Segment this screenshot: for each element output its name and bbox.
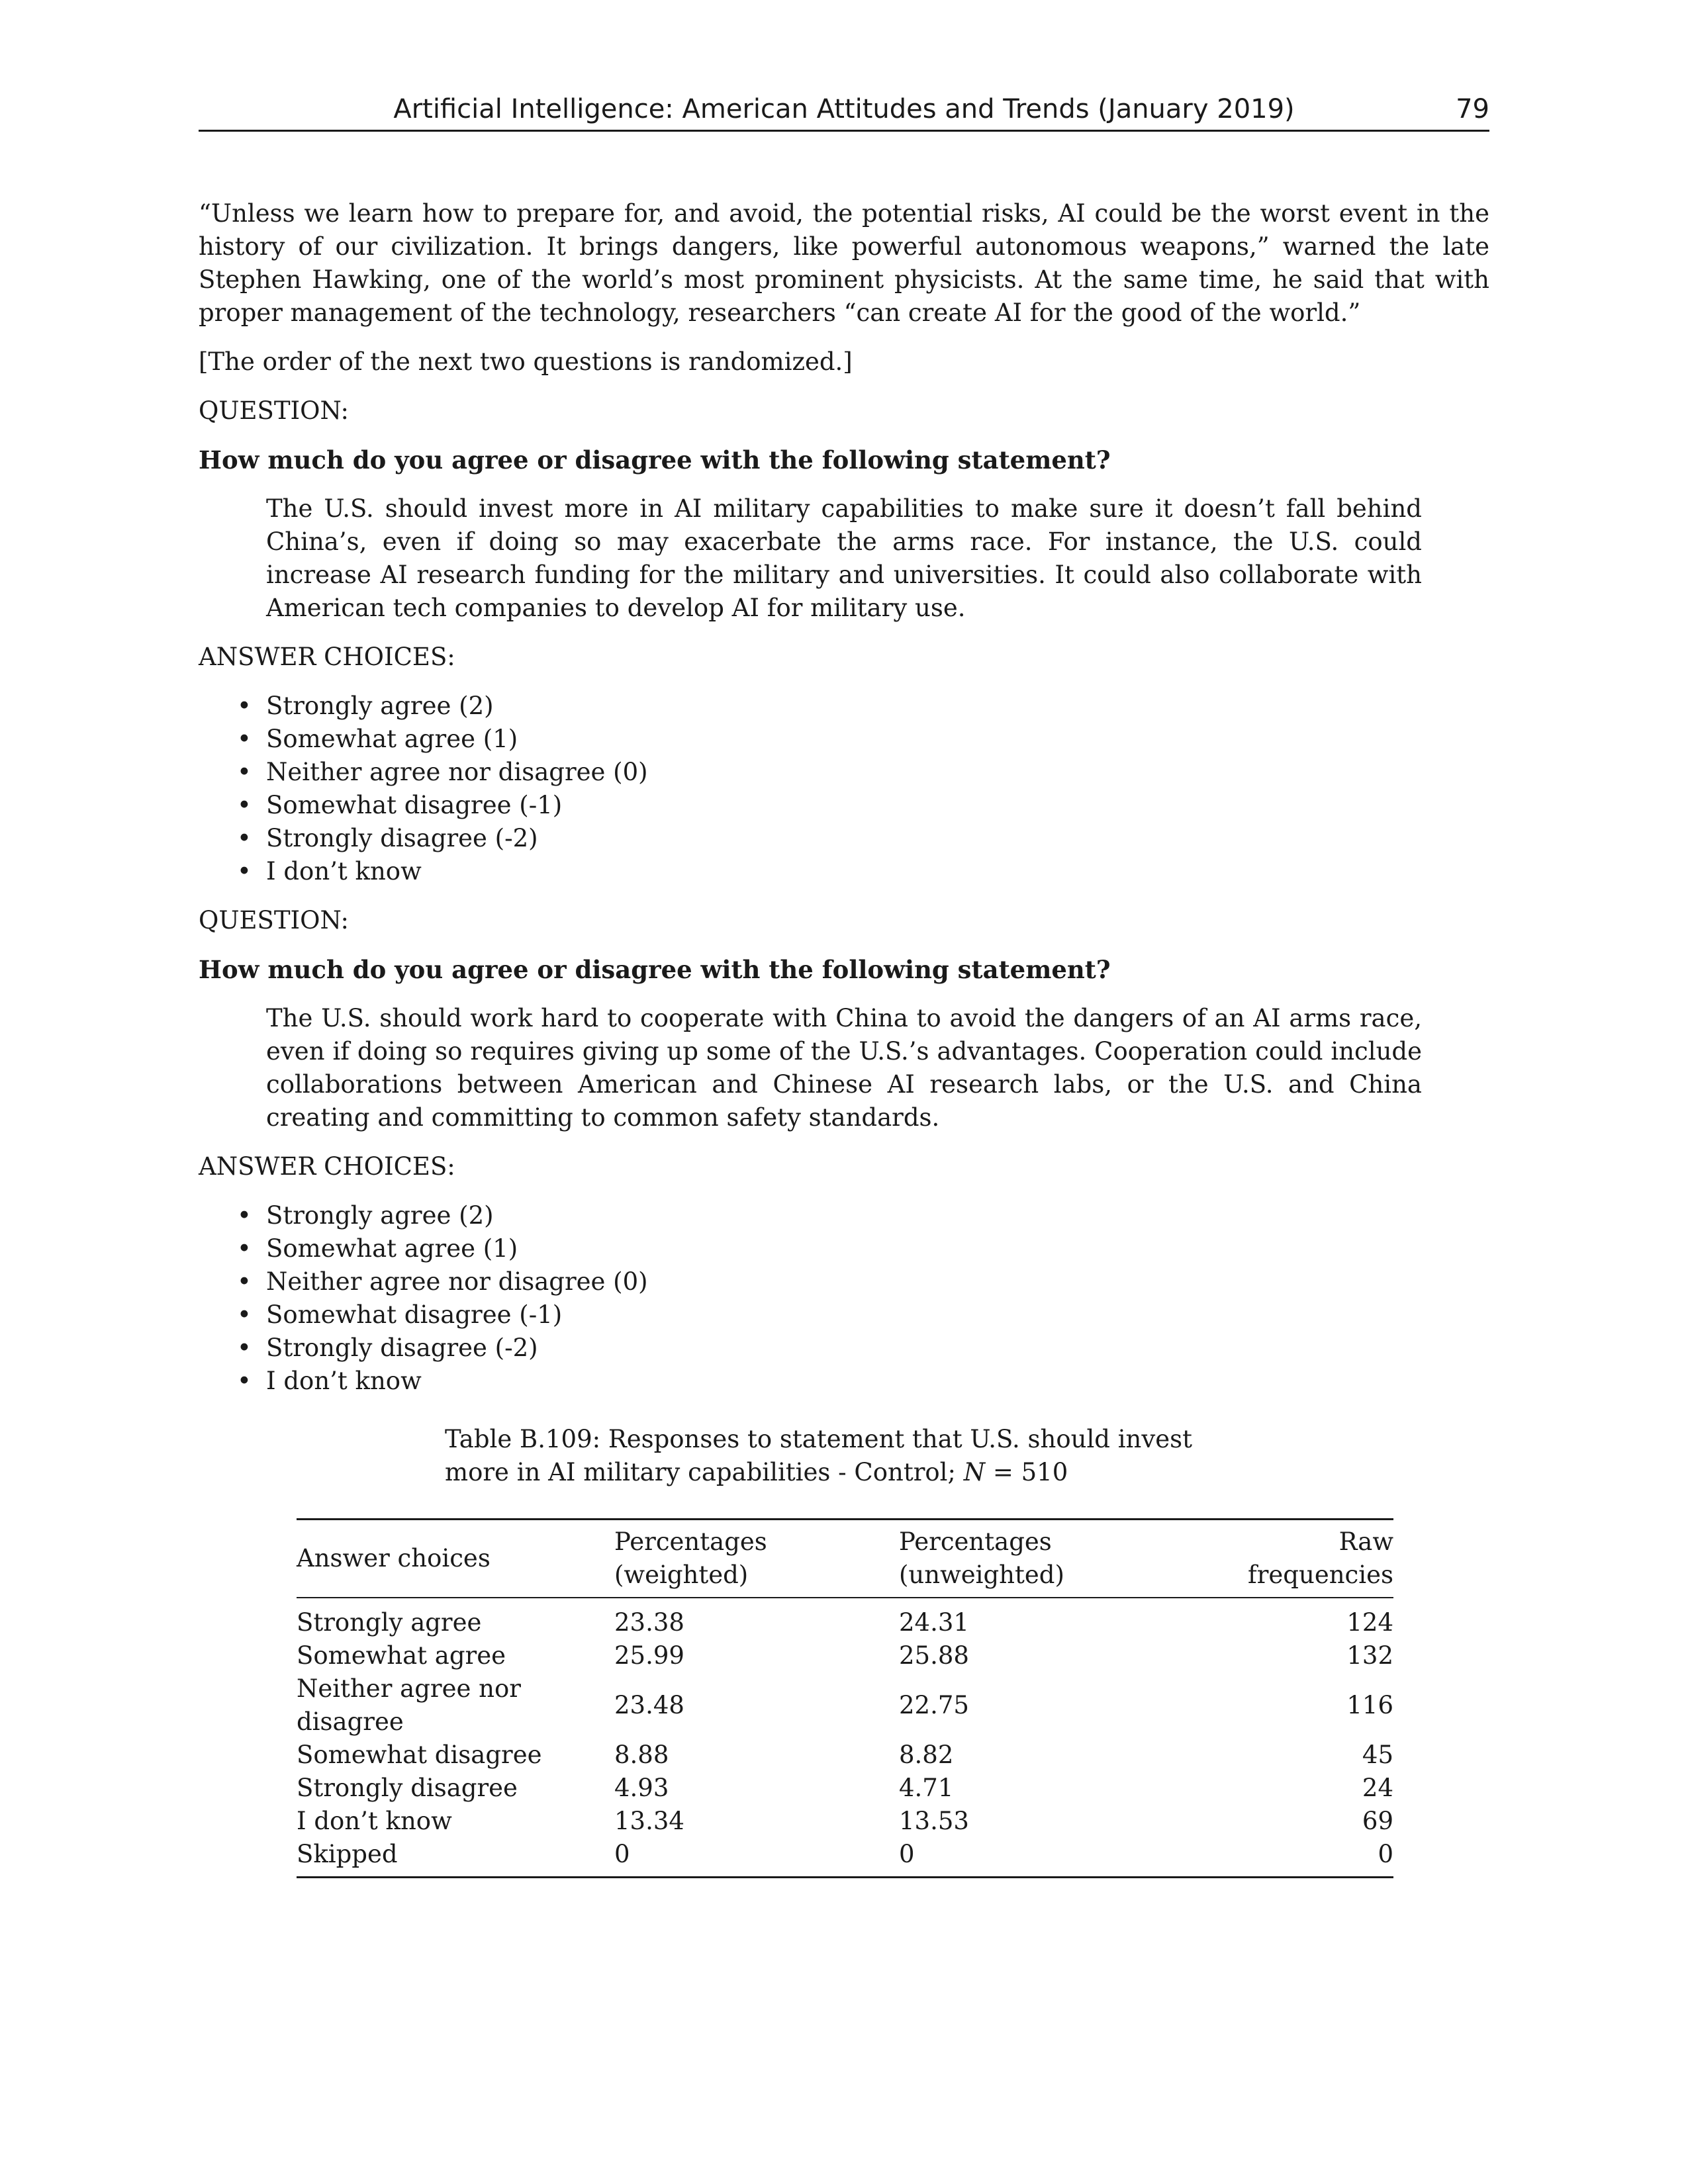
column-header: Percentages (unweighted) [899,1520,1210,1598]
results-table [297,1518,1393,1878]
column-header: Raw frequencies [1210,1520,1393,1598]
table-cell: Strongly agree [297,1608,482,1637]
table-row [297,1639,1393,1672]
table-cell: 8.88 [614,1741,669,1769]
table-cell: 13.53 [899,1807,969,1835]
header-title: Artificial Intelligence: American Attitudes and Trends (January 2019) [393,94,1295,124]
table-cell: 4.93 [614,1774,669,1802]
table-cell: Somewhat disagree [297,1741,542,1769]
question-statement: The U.S. should work hard to cooperate with China to avoid the dangers of an AI arms race, even if doing so requires giving up some of the U.S.’s advantages. Cooperation could include collaborations between American and Chinese AI research labs, or the U.S. and China creating and committing to common safety standards. [266,1004,1422,1132]
list-item [199,690,1489,723]
table-cell: 24.31 [899,1608,969,1637]
bullet-icon: • [237,1234,252,1263]
table-row [297,1672,1393,1739]
table-cell: Neither agree nor disagree [297,1674,521,1736]
choice-label: Somewhat disagree (-1) [266,1300,563,1329]
list-item [199,789,1489,822]
list-item [199,855,1489,888]
column-header: Answer choices [297,1520,614,1598]
table-cell: I don’t know [297,1807,452,1835]
choice-label: I don’t know [266,1367,422,1395]
list-item [199,822,1489,855]
question-label: QUESTION: [199,396,350,425]
table-cell: Somewhat agree [297,1641,506,1670]
table-row [297,1838,1393,1878]
bullet-icon: • [237,725,252,753]
table-cell: 25.99 [614,1641,684,1670]
table-cell: 24 [1362,1774,1393,1802]
table-caption-text: Table B.109: Responses to statement that U.S. should invest more in AI military capabilities - Control; [445,1425,1193,1486]
results-table-block [297,1423,1393,1878]
table-row [297,1772,1393,1805]
table-caption-n-value: = 510 [992,1458,1068,1486]
page-number: 79 [1456,94,1489,124]
running-header [199,93,1489,132]
table-cell: 124 [1346,1608,1393,1637]
list-item [199,756,1489,789]
table-cell: 23.38 [614,1608,684,1637]
bullet-icon: • [237,692,252,720]
answer-choices-label: ANSWER CHOICES: [199,1152,455,1181]
column-header: Percentages (weighted) [614,1520,899,1598]
table-header-row [297,1520,1393,1598]
table-cell: 23.48 [614,1691,684,1719]
answer-choices-label: ANSWER CHOICES: [199,643,455,671]
choice-label: Strongly disagree (-2) [266,1334,538,1362]
choice-label: I don’t know [266,857,422,886]
table-caption [445,1423,1246,1489]
table-cell: 45 [1362,1741,1393,1769]
table-cell: 0 [614,1838,899,1878]
list-item [199,1298,1489,1332]
question-label: QUESTION: [199,906,350,934]
table-cell: 132 [1346,1641,1393,1670]
list-item [199,1265,1489,1298]
bullet-icon: • [237,857,252,886]
list-item [199,723,1489,756]
table-row [297,1805,1393,1838]
question-text: How much do you agree or disagree with the following statement? [199,445,1111,475]
list-item [199,1199,1489,1232]
choice-label: Somewhat agree (1) [266,1234,518,1263]
table-row [297,1739,1393,1772]
bullet-icon: • [237,1367,252,1395]
document-body [199,197,1489,1414]
randomization-note: [The order of the next two questions is randomized.] [199,347,853,376]
bullet-icon: • [237,1267,252,1296]
list-item [199,1232,1489,1265]
list-item [199,1332,1489,1365]
table-cell: 22.75 [899,1691,969,1719]
bullet-icon: • [237,1334,252,1362]
question-statement: The U.S. should invest more in AI military capabilities to make sure it doesn’t fall behind China’s, even if doing so may exacerbate the arms race. For instance, the U.S. could increase AI research funding for the military and universities. It could also collaborate with American tech companies to develop AI for military use. [266,494,1422,622]
bullet-icon: • [237,1201,252,1230]
choice-label: Strongly disagree (-2) [266,824,538,852]
choice-label: Strongly agree (2) [266,692,494,720]
list-item [199,1365,1489,1398]
table-cell: 13.34 [614,1807,684,1835]
choice-label: Strongly agree (2) [266,1201,494,1230]
table-cell: 25.88 [899,1641,969,1670]
question-text: How much do you agree or disagree with the following statement? [199,955,1111,984]
table-cell: 0 [899,1838,1210,1878]
answer-choices-list [199,690,1489,888]
intro-paragraph: “Unless we learn how to prepare for, and avoid, the potential risks, AI could be the worst event in the history of our civilization. It brings dangers, like powerful autonomous weapons,” warned the late Stephen Hawking, one of the world’s most prominent physicists. At the same time, he said that with proper management of the technology, researchers “can create AI for the good of the world.” [199,199,1489,327]
choice-label: Somewhat agree (1) [266,725,518,753]
answer-choices-list [199,1199,1489,1398]
table-cell: 8.82 [899,1741,954,1769]
table-cell: 116 [1346,1691,1393,1719]
table-cell: 4.71 [899,1774,954,1802]
choice-label: Neither agree nor disagree (0) [266,1267,648,1296]
bullet-icon: • [237,824,252,852]
choice-label: Neither agree nor disagree (0) [266,758,648,786]
bullet-icon: • [237,758,252,786]
bullet-icon: • [237,1300,252,1329]
table-cell: 69 [1362,1807,1393,1835]
choice-label: Somewhat disagree (-1) [266,791,563,819]
table-cell: Skipped [297,1838,614,1878]
bullet-icon: • [237,791,252,819]
table-caption-n-symbol: N [963,1458,986,1486]
table-row [297,1598,1393,1639]
table-cell: 0 [1210,1838,1393,1878]
table-cell: Strongly disagree [297,1774,518,1802]
